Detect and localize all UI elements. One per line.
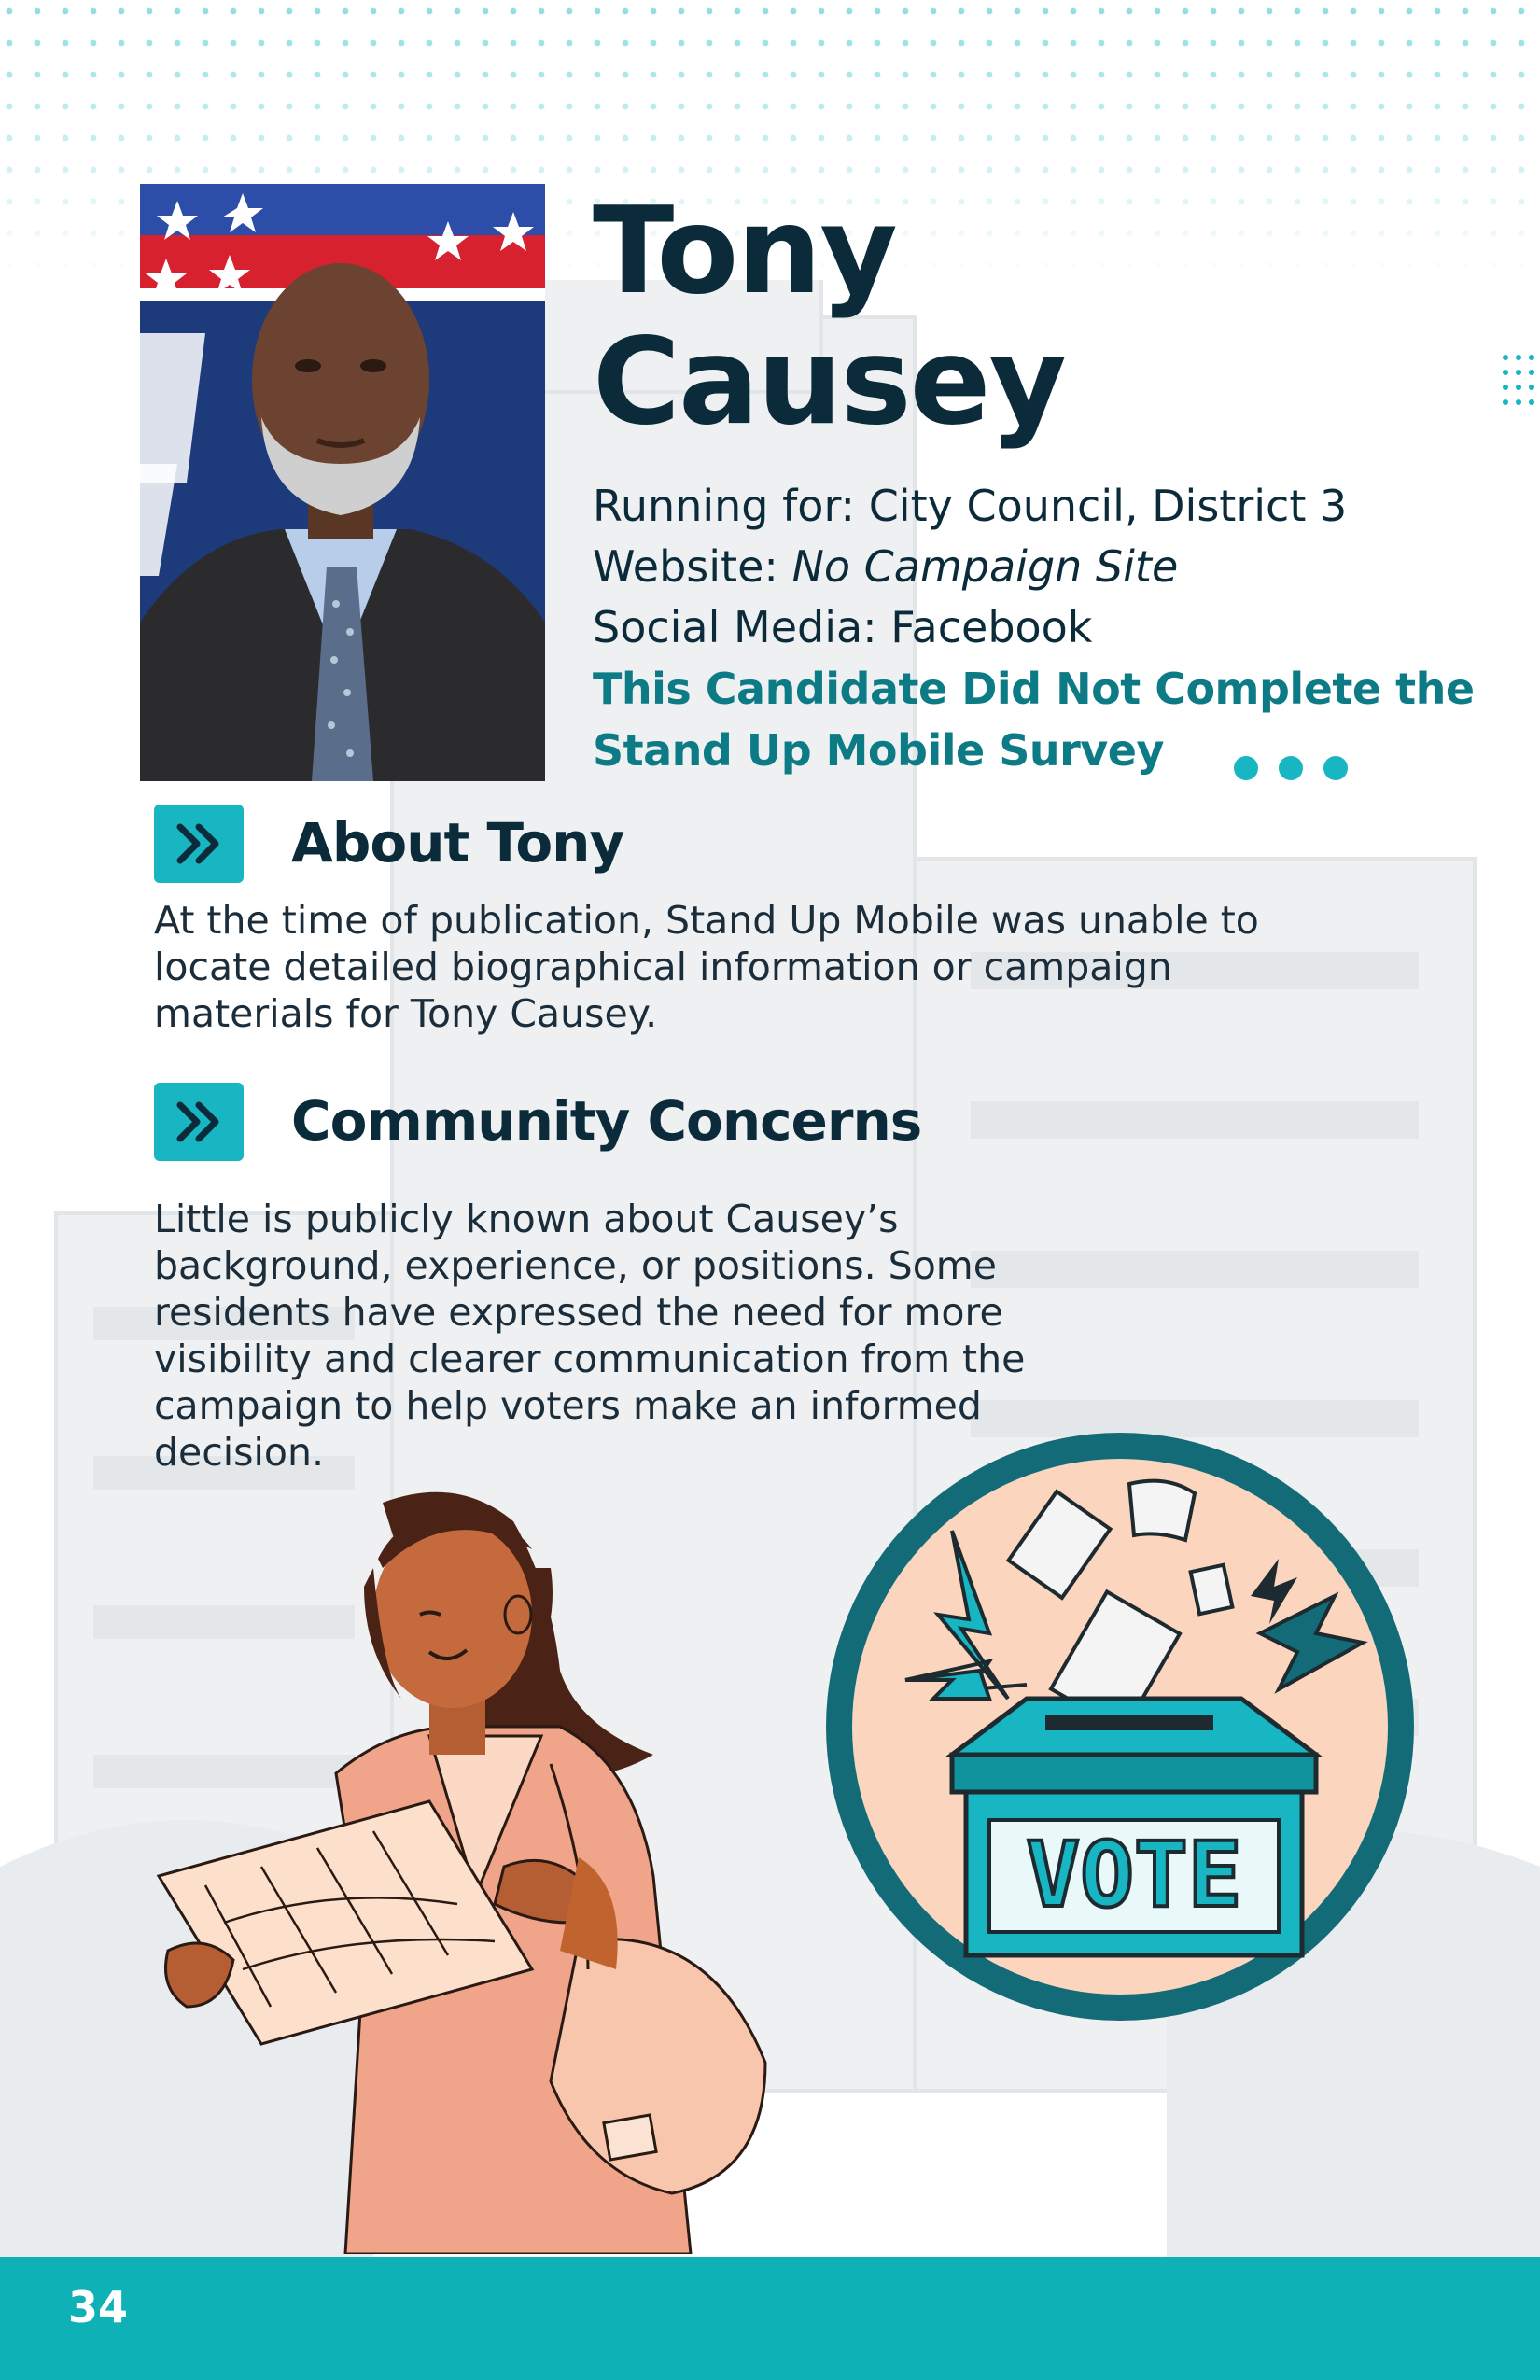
about-line: materials for Tony Causey. [154,991,658,1036]
social-media-label: Social Media: [593,602,877,652]
website-line [593,537,1347,597]
concerns-line: decision. [154,1430,325,1475]
concerns-heading: Community Concerns [291,1089,922,1153]
concerns-line: visibility and clearer communication from the [154,1337,1026,1381]
website-label: Website: [593,541,778,592]
candidate-info [593,476,1347,658]
about-heading: About Tony [291,811,624,875]
social-media-line [593,597,1347,658]
survey-notice-line: This Candidate Did Not Complete the [593,664,1475,714]
last-name: Causey [593,313,1065,452]
vote-text: VOTE [1026,1823,1242,1927]
running-for-line [593,476,1347,537]
running-for-value: City Council, District 3 [868,481,1348,531]
running-for-label: Running for: [593,481,856,531]
vote-badge-illustration [812,1419,1428,2035]
candidate-photo [140,184,545,781]
concerns-line: residents have expressed the need for more [154,1290,1003,1335]
concerns-line: Little is publicly known about Causey’s [154,1197,899,1241]
candidate-name [593,182,1065,452]
first-name: Tony [593,182,896,321]
dot-cluster [1498,350,1540,415]
chevron-double-right-icon [154,1083,244,1161]
concerns-line: campaign to help voters make an informed [154,1383,982,1428]
website-value: No Campaign Site [791,541,1179,592]
social-media-value: Facebook [890,602,1093,652]
footer-bar [0,2257,1540,2380]
page-number: 34 [68,2282,129,2332]
chevron-double-right-icon [154,805,244,883]
about-line: locate detailed biographical information or campaign [154,945,1172,989]
concerns-line: background, experience, or positions. Some [154,1243,997,1288]
about-text [154,897,1259,1037]
woman-reading-map-illustration [149,1484,877,2254]
decorative-dots [1232,754,1353,782]
survey-notice-line: Stand Up Mobile Survey [593,725,1164,776]
about-line: At the time of publication, Stand Up Mobile was unable to [154,898,1259,943]
